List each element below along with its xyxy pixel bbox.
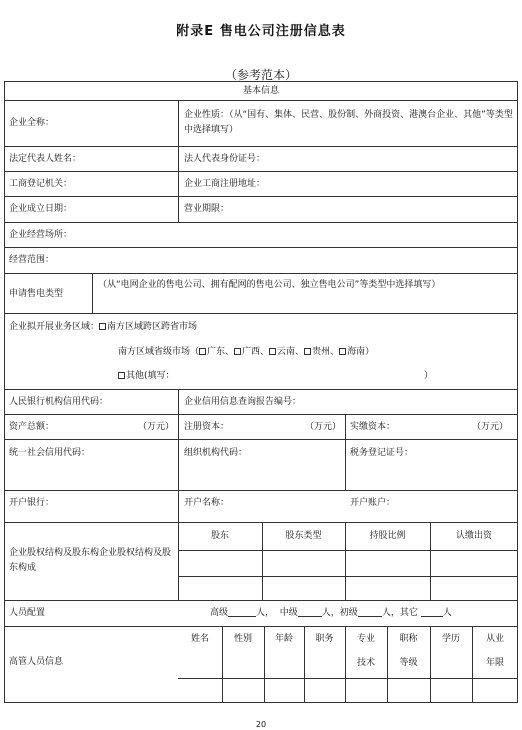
paid-capital-label: 实缴资本： <box>350 422 396 432</box>
other-area-label: 其他(填写： <box>126 371 175 381</box>
middle-count-field[interactable] <box>298 606 322 617</box>
guizhou-option: 贵州、 <box>312 347 340 357</box>
staff-config-line <box>210 606 452 620</box>
staff-label: 人员配置 <box>9 608 46 618</box>
exec-header-gender: 性别 <box>233 634 252 644</box>
account-no-label: 开户账户： <box>350 498 396 508</box>
yunnan-checkbox[interactable] <box>269 348 276 355</box>
business-area-line-1 <box>9 320 197 334</box>
hainan-option: 海南 <box>347 347 366 357</box>
cross-region-checkbox[interactable] <box>99 323 106 330</box>
business-area-line-3 <box>118 369 175 383</box>
total-assets-unit: （万元） <box>138 422 175 432</box>
exec-header-age: 年龄 <box>274 634 293 644</box>
equity-header-shareholder: 股东 <box>210 531 229 541</box>
guangdong-option: 广东、 <box>207 347 235 357</box>
other-staff-label: 其它 <box>399 608 418 618</box>
company-name-label: 企业全称： <box>9 118 55 128</box>
page-number: 20 <box>255 720 267 729</box>
page-title: 附录E 售电公司注册信息表 <box>176 24 346 39</box>
other-area-close: ） <box>424 371 434 381</box>
junior-label: 初级 <box>339 608 358 618</box>
equity-header-subscribed: 认缴出资 <box>455 531 492 541</box>
reg-capital-unit: （万元） <box>305 422 342 432</box>
basic-info-heading: 基本信息 <box>242 86 279 96</box>
total-assets-label: 资产总额： <box>9 422 55 432</box>
exec-header-experience-2: 年限 <box>485 658 504 668</box>
cross-region-option: 南方区域跨区跨省市场 <box>107 322 198 332</box>
senior-count-field[interactable] <box>228 606 256 617</box>
exec-header-position: 职务 <box>315 634 334 644</box>
guangxi-checkbox[interactable] <box>234 348 241 355</box>
senior-label: 高级 <box>210 608 229 618</box>
exec-header-name: 姓名 <box>190 634 209 644</box>
guizhou-checkbox[interactable] <box>304 348 311 355</box>
uscc-label: 统一社会信用代码： <box>9 448 91 458</box>
junior-unit: 人， <box>381 608 400 618</box>
business-area-line-2 <box>118 345 374 359</box>
business-scope-label: 经营范围： <box>9 255 55 265</box>
business-term-label: 营业期限： <box>184 204 230 214</box>
exec-header-title: 职称 <box>399 634 418 644</box>
reg-authority-label: 工商登记机关： <box>9 179 73 189</box>
junior-count-field[interactable] <box>358 606 382 617</box>
account-name-label: 开户名称： <box>184 498 230 508</box>
business-area-label: 企业拟开展业务区域： <box>9 322 100 332</box>
senior-unit: 人， <box>256 608 275 618</box>
other-area-checkbox[interactable] <box>118 372 125 379</box>
middle-label: 中级 <box>279 608 298 618</box>
exec-header-education: 学历 <box>441 634 460 644</box>
legal-rep-label: 法定代表人姓名： <box>9 154 82 164</box>
other-unit: 人 <box>442 608 452 618</box>
exec-header-title-2: 等级 <box>399 658 418 668</box>
exec-header-specialty: 专业 <box>356 634 375 644</box>
paid-capital-unit: （万元） <box>472 422 509 432</box>
exec-info-label: 高管人员信息 <box>9 657 64 667</box>
equity-structure-label: 企业股权结构及股东构企业股权结构及股东构成 <box>9 548 172 573</box>
guangdong-checkbox[interactable] <box>199 348 206 355</box>
business-place-label: 企业经营场所： <box>9 230 73 240</box>
legal-rep-id-label: 法人代表身份证号： <box>184 154 266 164</box>
middle-unit: 人， <box>321 608 340 618</box>
equity-header-ratio: 持股比例 <box>369 531 406 541</box>
tax-reg-label: 税务登记证号： <box>350 448 414 458</box>
exec-header-specialty-2: 技术 <box>356 658 375 668</box>
sale-type-hint: （从“电网企业的售电公司、拥有配网的售电公司、独立售电公司”等类型中选择填写） <box>98 280 441 290</box>
yunnan-option: 云南、 <box>277 347 305 357</box>
company-nature-label: 企业性质：（从“国有、集体、民营、股份制、外商投资、港澳台企业、其他”等类型中选择填写） <box>184 110 513 135</box>
reg-address-label: 企业工商注册地址： <box>184 179 266 189</box>
provincial-market-close: ） <box>365 347 375 357</box>
exec-header-experience: 从业 <box>485 634 504 644</box>
provincial-market-label: 南方区域省级市场（ <box>118 347 200 357</box>
guangxi-option: 广西、 <box>242 347 270 357</box>
reg-capital-label: 注册资本： <box>184 422 230 432</box>
page-subtitle: （参考范本） <box>224 68 297 82</box>
credit-report-label: 企业信用信息查询报告编号： <box>184 397 302 407</box>
sale-type-label: 申请售电类型 <box>9 289 64 299</box>
hainan-checkbox[interactable] <box>339 348 346 355</box>
founded-date-label: 企业成立日期： <box>9 204 73 214</box>
other-count-field[interactable] <box>421 606 443 617</box>
pboc-code-label: 人民银行机构信用代码： <box>9 397 109 407</box>
equity-header-type: 股东类型 <box>285 531 322 541</box>
org-code-label: 组织机构代码： <box>184 448 248 458</box>
bank-label: 开户银行： <box>9 498 55 508</box>
